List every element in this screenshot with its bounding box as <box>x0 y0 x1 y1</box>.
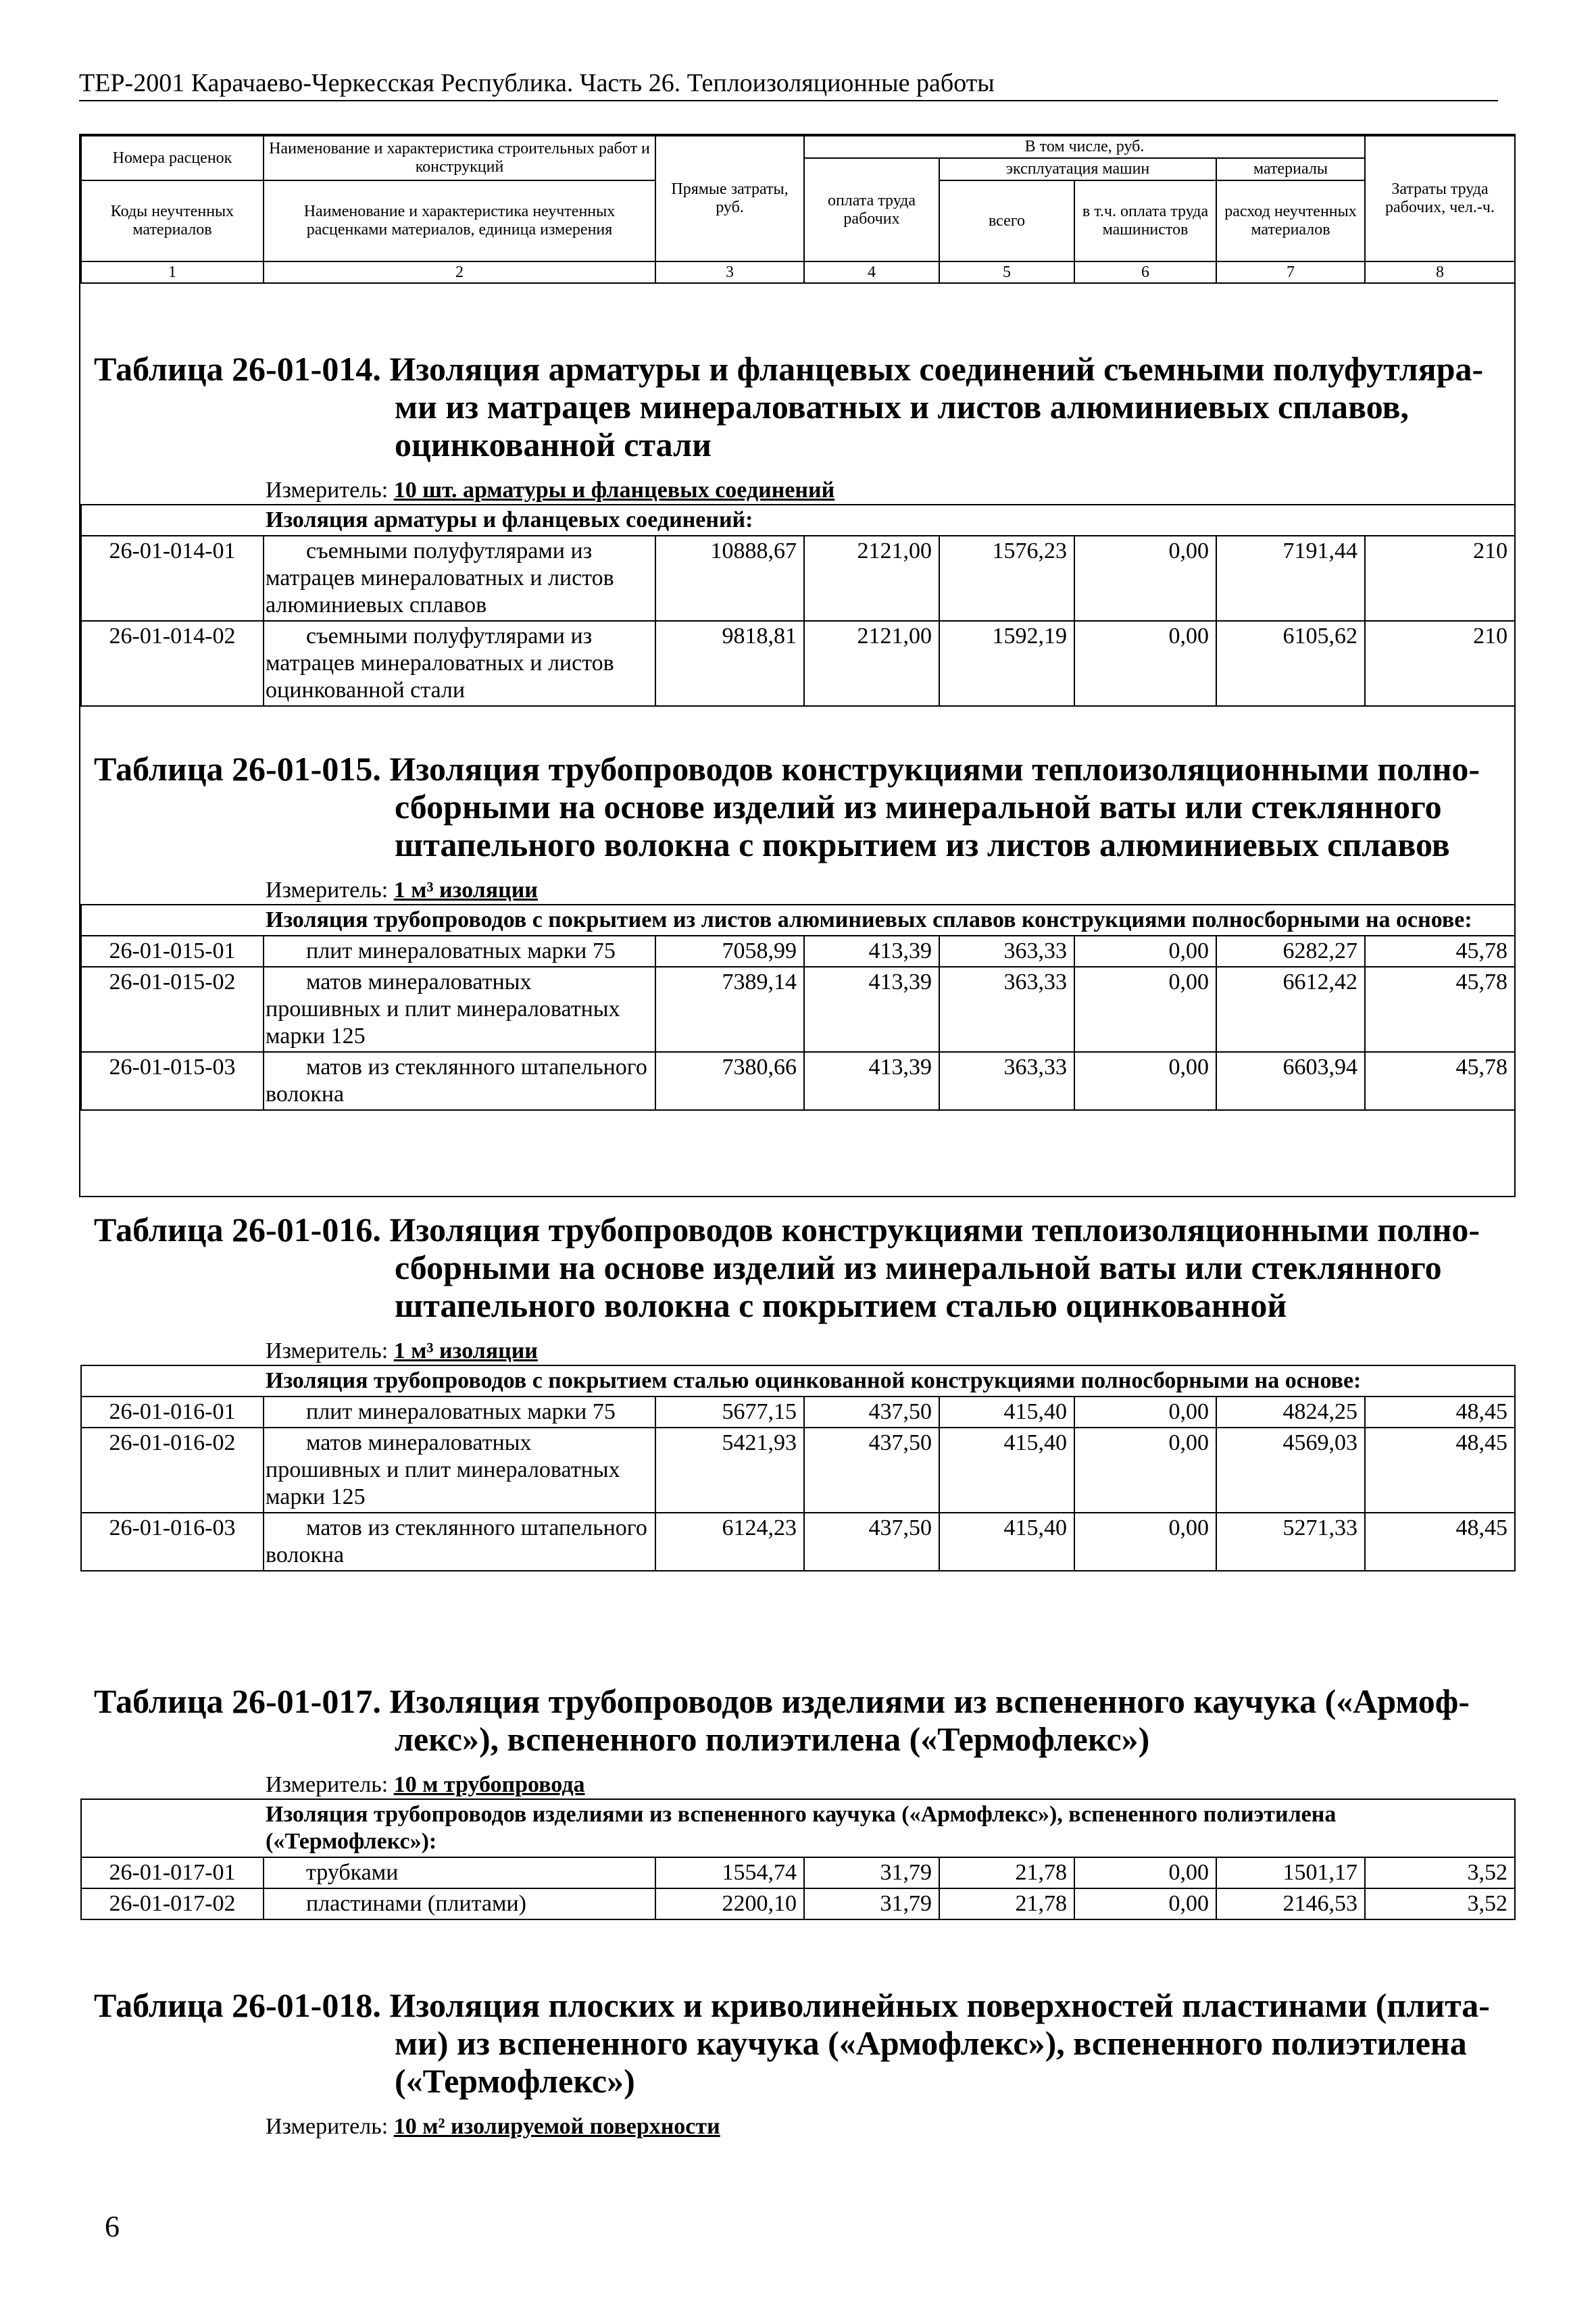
driver-pay: 0,00 <box>1074 936 1216 967</box>
table-prefix: Таблица 26-01-018. <box>94 1986 381 2024</box>
table-row <box>81 1397 1515 1428</box>
table-prefix: Таблица 26-01-017. <box>94 1682 381 1720</box>
col-number-4: 4 <box>804 261 939 283</box>
table-row <box>81 621 1515 706</box>
group-caption: Изоляция трубопроводов с покрытием сталью оцинкованной конструкциями полносборными на основе: <box>81 1365 1515 1397</box>
direct-costs: 6124,23 <box>655 1513 804 1571</box>
labor-pay: 2121,00 <box>804 536 939 621</box>
group-caption: Изоляция трубопроводов изделиями из вспененного каучука («Армофлекс»), вспененного полиэтилена («Термофлекс»): <box>81 1799 1515 1857</box>
header-machines-total: всего <box>939 180 1074 261</box>
table-title-line: ми из матрацев минераловатных и листов алюминиевых сплавов, <box>395 388 1409 426</box>
measure-label: Измеритель: <box>266 478 389 503</box>
labor-pay: 413,39 <box>804 967 939 1052</box>
machines-total: 415,40 <box>939 1397 1074 1428</box>
table-row <box>81 936 1515 967</box>
labor-pay: 2121,00 <box>804 621 939 706</box>
table-section-0 <box>80 350 1514 707</box>
direct-costs: 2200,10 <box>655 1888 804 1919</box>
rate-name: матов минераловатных прошивных и плит минераловатных марки 125 <box>264 1428 655 1513</box>
table-row <box>81 1888 1515 1919</box>
document-frame <box>79 134 1516 2139</box>
table-title-line: ми) из вспененного каучука («Армофлекс»), вспененного полиэтилена <box>395 2024 1467 2062</box>
table-title-line: штапельного волокна с покрытием сталью оцинкованной <box>395 1286 1287 1324</box>
materials: 6603,94 <box>1216 1052 1365 1110</box>
labor-hours: 45,78 <box>1365 1052 1515 1110</box>
running-header: ТЕР-2001 Карачаево-Черкесская Республика. Часть 26. Теплоизоляционные работы <box>79 66 1498 101</box>
measure-line <box>80 2113 1514 2140</box>
labor-pay: 437,50 <box>804 1428 939 1513</box>
rate-code: 26-01-015-01 <box>81 936 264 967</box>
driver-pay: 0,00 <box>1074 1397 1216 1428</box>
header-material-names: Наименование и характеристика неучтенных расценками материалов, единица измерения <box>264 180 655 261</box>
driver-pay: 0,00 <box>1074 621 1216 706</box>
rate-code: 26-01-016-03 <box>81 1513 264 1571</box>
table-title <box>80 350 1514 463</box>
labor-hours: 48,45 <box>1365 1397 1515 1428</box>
table-row <box>81 536 1515 621</box>
page-number: 6 <box>105 2210 120 2243</box>
machines-total: 363,33 <box>939 936 1074 967</box>
labor-hours: 48,45 <box>1365 1513 1515 1571</box>
table-title-first-line <box>94 1682 1470 1720</box>
driver-pay: 0,00 <box>1074 1052 1216 1110</box>
driver-pay: 0,00 <box>1074 1888 1216 1919</box>
driver-pay: 0,00 <box>1074 1513 1216 1571</box>
rate-name: съемными полуфутлярами из матрацев минераловатных и листов алюминиевых сплавов <box>264 536 655 621</box>
column-header-table <box>80 135 1516 284</box>
header-material-codes: Коды неучтенных материалов <box>81 180 264 261</box>
materials: 7191,44 <box>1216 536 1365 621</box>
measure-line <box>80 877 1514 904</box>
machines-total: 363,33 <box>939 1052 1074 1110</box>
rate-code: 26-01-017-02 <box>81 1888 264 1919</box>
measure-label: Измеритель: <box>266 1338 389 1363</box>
header-unaccounted-materials: расход неучтенных материалов <box>1216 180 1365 261</box>
table-title-text: Изоляция трубопроводов изделиями из вспененного каучука («Армоф- <box>389 1682 1470 1720</box>
table-prefix: Таблица 26-01-015. <box>94 750 381 788</box>
direct-costs: 7389,14 <box>655 967 804 1052</box>
header-work-name: Наименование и характеристика строительных работ и конструкций <box>264 136 655 180</box>
measure-value: 1 м³ изоляции <box>393 878 538 903</box>
rate-code: 26-01-016-01 <box>81 1397 264 1428</box>
measure-label: Измеритель: <box>266 2114 389 2139</box>
rate-name: плит минераловатных марки 75 <box>264 936 655 967</box>
direct-costs: 10888,67 <box>655 536 804 621</box>
col-number-8: 8 <box>1365 261 1515 283</box>
col-number-2: 2 <box>264 261 655 283</box>
measure-value: 10 м² изолируемой поверхности <box>393 2114 720 2139</box>
labor-hours: 45,78 <box>1365 936 1515 967</box>
machines-total: 363,33 <box>939 967 1074 1052</box>
materials: 5271,33 <box>1216 1513 1365 1571</box>
machines-total: 415,40 <box>939 1428 1074 1513</box>
table-title-line: сборными на основе изделий из минеральной ваты или стеклянного <box>395 1249 1442 1286</box>
labor-hours: 3,52 <box>1365 1857 1515 1888</box>
direct-costs: 7058,99 <box>655 936 804 967</box>
group-row <box>81 505 1515 536</box>
table-section-1 <box>80 750 1514 1111</box>
group-caption: Изоляция трубопроводов с покрытием из листов алюминиевых сплавов конструкциями полносборными на основе: <box>81 905 1515 936</box>
header-labor-pay: оплата труда рабочих <box>804 158 939 261</box>
rate-code: 26-01-017-01 <box>81 1857 264 1888</box>
labor-pay: 413,39 <box>804 1052 939 1110</box>
machines-total: 415,40 <box>939 1513 1074 1571</box>
table-title-line: лекс»), вспененного полиэтилена («Термофлекс») <box>395 1720 1150 1758</box>
table-row <box>81 1052 1515 1110</box>
col-number-7: 7 <box>1216 261 1365 283</box>
driver-pay: 0,00 <box>1074 1857 1216 1888</box>
col-number-5: 5 <box>939 261 1074 283</box>
machines-total: 1592,19 <box>939 621 1074 706</box>
machines-total: 21,78 <box>939 1888 1074 1919</box>
rate-code: 26-01-014-01 <box>81 536 264 621</box>
rates-table <box>80 504 1516 707</box>
table-section-2 <box>80 1211 1514 1571</box>
direct-costs: 9818,81 <box>655 621 804 706</box>
rate-code: 26-01-015-02 <box>81 967 264 1052</box>
labor-pay: 413,39 <box>804 936 939 967</box>
col-number-3: 3 <box>655 261 804 283</box>
labor-hours: 3,52 <box>1365 1888 1515 1919</box>
col-number-6: 6 <box>1074 261 1216 283</box>
table-title <box>80 1986 1514 2100</box>
table-title-text: Изоляция трубопроводов конструкциями теплоизоляционными полно- <box>389 750 1480 788</box>
rate-name: съемными полуфутлярами из матрацев минераловатных и листов оцинкованной стали <box>264 621 655 706</box>
measure-value: 10 м трубопровода <box>393 1772 585 1797</box>
header-rate-numbers: Номера расценок <box>81 136 264 180</box>
labor-hours: 210 <box>1365 536 1515 621</box>
table-title-first-line <box>94 750 1480 788</box>
header-driver-pay: в т.ч. оплата труда машинистов <box>1074 180 1216 261</box>
table-title-text: Изоляция плоских и криволинейных поверхностей пластинами (плита- <box>389 1986 1490 2024</box>
table-title-first-line <box>94 350 1483 388</box>
table-section-3 <box>80 1682 1514 1920</box>
rate-name: матов из стеклянного штапельного волокна <box>264 1513 655 1571</box>
labor-pay: 31,79 <box>804 1888 939 1919</box>
table-title <box>80 750 1514 863</box>
measure-label: Измеритель: <box>266 1772 389 1797</box>
materials: 1501,17 <box>1216 1857 1365 1888</box>
rate-code: 26-01-014-02 <box>81 621 264 706</box>
table-title-first-line <box>94 1211 1480 1249</box>
materials: 6612,42 <box>1216 967 1365 1052</box>
materials: 4824,25 <box>1216 1397 1365 1428</box>
direct-costs: 1554,74 <box>655 1857 804 1888</box>
table-title <box>80 1682 1514 1758</box>
machines-total: 21,78 <box>939 1857 1074 1888</box>
rate-name: матов из стеклянного штапельного волокна <box>264 1052 655 1110</box>
driver-pay: 0,00 <box>1074 536 1216 621</box>
header-in-that: В том числе, руб. <box>804 136 1365 158</box>
rates-table <box>80 1799 1516 1920</box>
materials: 2146,53 <box>1216 1888 1365 1919</box>
labor-hours: 48,45 <box>1365 1428 1515 1513</box>
rates-table <box>80 904 1516 1111</box>
measure-line <box>80 477 1514 504</box>
header-direct-costs: Прямые затраты, руб. <box>655 136 804 261</box>
table-prefix: Таблица 26-01-014. <box>94 350 381 388</box>
table-title-first-line <box>94 1986 1490 2024</box>
table-title-text: Изоляция арматуры и фланцевых соединений съемными полуфутляра- <box>389 350 1484 388</box>
table-row <box>81 967 1515 1052</box>
labor-hours: 45,78 <box>1365 967 1515 1052</box>
header-materials: материалы <box>1216 158 1365 180</box>
table-row <box>81 1513 1515 1571</box>
direct-costs: 5421,93 <box>655 1428 804 1513</box>
measure-value: 1 м³ изоляции <box>393 1338 538 1363</box>
header-machines: эксплуатация машин <box>939 158 1216 180</box>
table-title-line: оцинкованной стали <box>395 426 712 463</box>
direct-costs: 5677,15 <box>655 1397 804 1428</box>
group-row <box>81 905 1515 936</box>
labor-hours: 210 <box>1365 621 1515 706</box>
table-prefix: Таблица 26-01-016. <box>94 1211 381 1249</box>
header-labor-costs: Затраты труда рабочих, чел.-ч. <box>1365 136 1515 261</box>
materials: 4569,03 <box>1216 1428 1365 1513</box>
rates-table <box>80 1365 1516 1571</box>
materials: 6282,27 <box>1216 936 1365 967</box>
col-number-1: 1 <box>81 261 264 283</box>
rate-name: матов минераловатных прошивных и плит минераловатных марки 125 <box>264 967 655 1052</box>
rate-name: трубками <box>264 1857 655 1888</box>
table-row <box>81 1428 1515 1513</box>
group-row <box>81 1799 1515 1857</box>
table-title <box>80 1211 1514 1324</box>
labor-pay: 437,50 <box>804 1397 939 1428</box>
labor-pay: 31,79 <box>804 1857 939 1888</box>
table-title-text: Изоляция трубопроводов конструкциями теплоизоляционными полно- <box>389 1211 1480 1249</box>
rate-name: плит минераловатных марки 75 <box>264 1397 655 1428</box>
table-title-line: («Термофлекс») <box>395 2062 635 2100</box>
rate-name: пластинами (плитами) <box>264 1888 655 1919</box>
table-title-line: штапельного волокна с покрытием из листов алюминиевых сплавов <box>395 826 1450 863</box>
machines-total: 1576,23 <box>939 536 1074 621</box>
table-title-line: сборными на основе изделий из минеральной ваты или стеклянного <box>395 788 1442 826</box>
labor-pay: 437,50 <box>804 1513 939 1571</box>
table-section-4 <box>80 1986 1514 2140</box>
rate-code: 26-01-016-02 <box>81 1428 264 1513</box>
measure-line <box>80 1771 1514 1799</box>
measure-value: 10 шт. арматуры и фланцевых соединений <box>393 478 835 503</box>
group-row <box>81 1365 1515 1397</box>
measure-line <box>80 1338 1514 1365</box>
table-row <box>81 1857 1515 1888</box>
driver-pay: 0,00 <box>1074 1428 1216 1513</box>
materials: 6105,62 <box>1216 621 1365 706</box>
group-caption: Изоляция арматуры и фланцевых соединений: <box>81 505 1515 536</box>
driver-pay: 0,00 <box>1074 967 1216 1052</box>
measure-label: Измеритель: <box>266 878 389 903</box>
direct-costs: 7380,66 <box>655 1052 804 1110</box>
rate-code: 26-01-015-03 <box>81 1052 264 1110</box>
